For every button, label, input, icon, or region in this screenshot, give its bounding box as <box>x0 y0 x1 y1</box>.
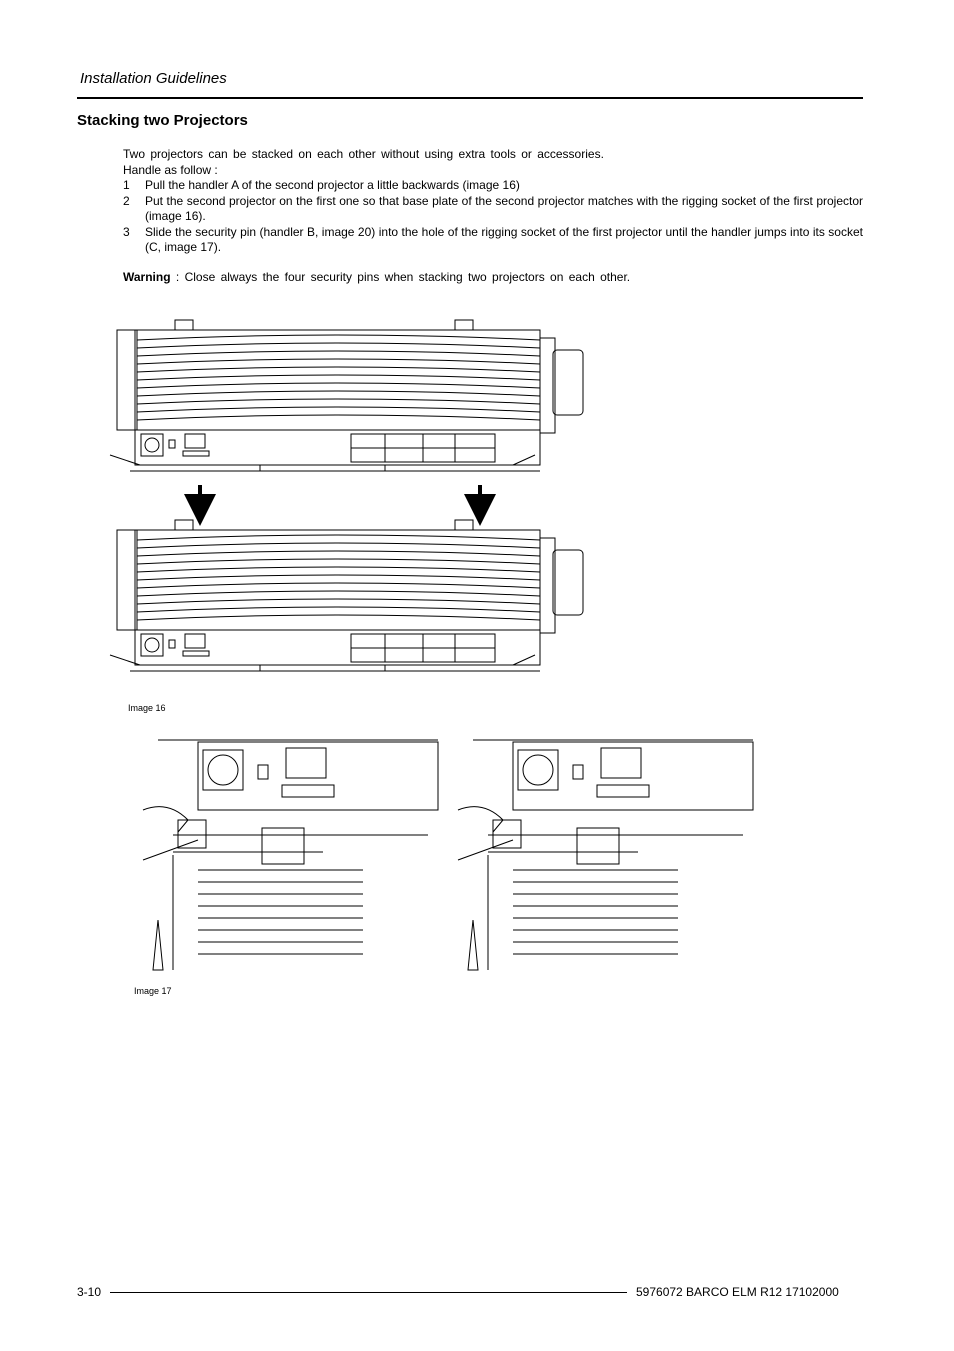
section-title: Stacking two Projectors <box>77 112 248 129</box>
header-title: Installation Guidelines <box>80 70 227 87</box>
lower-projector <box>110 520 583 671</box>
intro-line-2: Handle as follow : <box>123 162 218 177</box>
footer-divider <box>110 1292 627 1293</box>
image16-caption: Image 16 <box>128 703 166 713</box>
step-text: Pull the handler A of the second projector a little backwards (image 16) <box>145 178 520 192</box>
warning-text: : Close always the four security pins when stacking two projectors on each other. <box>175 270 631 284</box>
step-text: Put the second projector on the first one so that base plate of the second projector matches with the rigging socket of the first projector (image 16). <box>145 193 863 223</box>
step-text: Slide the security pin (handler B, image 20) into the hole of the rigging socket of the first projector until the handler jumps into its socket (C, image 17). <box>145 224 863 254</box>
detail-right <box>458 740 753 970</box>
warning-label: Warning <box>123 270 171 284</box>
image17-caption: Image 17 <box>134 986 172 996</box>
document-reference: 5976072 BARCO ELM R12 17102000 <box>636 1285 839 1299</box>
detail-left <box>143 740 438 970</box>
step-number: 3 <box>123 224 130 239</box>
intro-line-1: Two projectors can be stacked on each other without using extra tools or accessories. <box>123 147 604 161</box>
step-number: 1 <box>123 178 130 192</box>
step-number: 2 <box>123 193 130 208</box>
page-number: 3-10 <box>77 1285 102 1299</box>
upper-projector <box>110 320 583 471</box>
